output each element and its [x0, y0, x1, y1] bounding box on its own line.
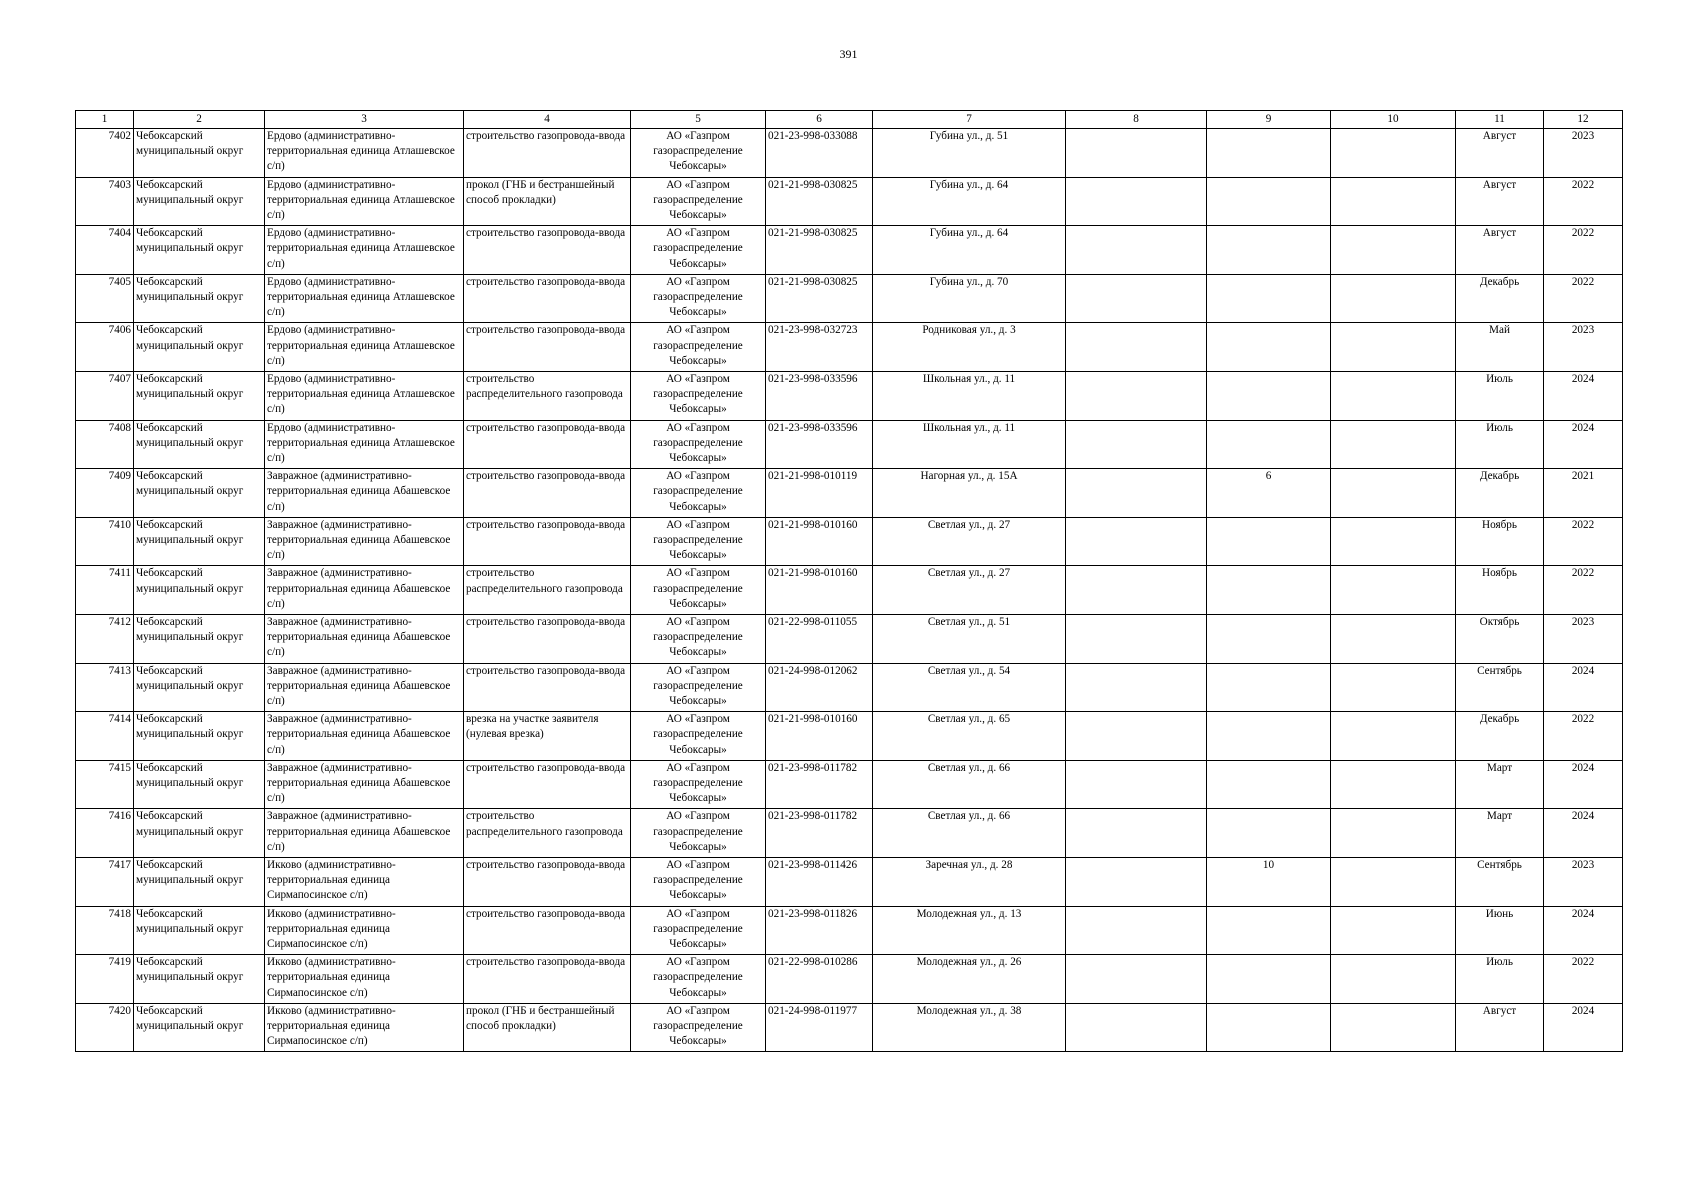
locality-cell: Завражное (административно-территориальная единица Абашевское с/п) — [265, 663, 464, 712]
table-row — [76, 1003, 1623, 1052]
column-8-cell — [1066, 857, 1207, 906]
table-row — [76, 420, 1623, 469]
organization-cell: АО «Газпром газораспределение Чебоксары» — [631, 226, 766, 275]
column-9-cell — [1207, 517, 1331, 566]
request-code-cell: 021-21-998-010160 — [766, 712, 873, 761]
column-10-cell — [1331, 323, 1456, 372]
district-cell: Чебоксарский муниципальный округ — [134, 274, 265, 323]
column-9-cell — [1207, 371, 1331, 420]
month-cell: Май — [1456, 323, 1544, 372]
column-10-cell — [1331, 420, 1456, 469]
address-cell: Молодежная ул., д. 38 — [873, 1003, 1066, 1052]
column-header: 5 — [631, 111, 766, 129]
year-cell: 2022 — [1544, 955, 1623, 1004]
row-number: 7419 — [76, 955, 134, 1004]
locality-cell: Икково (административно-территориальная единица Сирмапосинское с/п) — [265, 955, 464, 1004]
column-10-cell — [1331, 371, 1456, 420]
table-row — [76, 177, 1623, 226]
organization-cell: АО «Газпром газораспределение Чебоксары» — [631, 517, 766, 566]
column-10-cell — [1331, 712, 1456, 761]
district-cell: Чебоксарский муниципальный округ — [134, 371, 265, 420]
column-8-cell — [1066, 809, 1207, 858]
year-cell: 2023 — [1544, 614, 1623, 663]
district-cell: Чебоксарский муниципальный округ — [134, 517, 265, 566]
column-9-cell — [1207, 274, 1331, 323]
address-cell: Губина ул., д. 64 — [873, 226, 1066, 275]
table-row — [76, 906, 1623, 955]
row-number: 7408 — [76, 420, 134, 469]
district-cell: Чебоксарский муниципальный округ — [134, 760, 265, 809]
year-cell: 2024 — [1544, 906, 1623, 955]
work-type-cell: строительство газопровода-ввода — [464, 323, 631, 372]
table-row — [76, 712, 1623, 761]
row-number: 7415 — [76, 760, 134, 809]
table-row — [76, 760, 1623, 809]
year-cell: 2024 — [1544, 371, 1623, 420]
row-number: 7403 — [76, 177, 134, 226]
row-number: 7414 — [76, 712, 134, 761]
column-8-cell — [1066, 517, 1207, 566]
row-number: 7418 — [76, 906, 134, 955]
locality-cell: Ердово (административно-территориальная единица Атлашевское с/п) — [265, 274, 464, 323]
month-cell: Март — [1456, 809, 1544, 858]
row-number: 7404 — [76, 226, 134, 275]
table-row — [76, 663, 1623, 712]
locality-cell: Ердово (административно-территориальная единица Атлашевское с/п) — [265, 129, 464, 178]
district-cell: Чебоксарский муниципальный округ — [134, 420, 265, 469]
table-row — [76, 129, 1623, 178]
column-8-cell — [1066, 177, 1207, 226]
organization-cell: АО «Газпром газораспределение Чебоксары» — [631, 906, 766, 955]
column-9-cell — [1207, 1003, 1331, 1052]
table-row — [76, 955, 1623, 1004]
address-cell: Светлая ул., д. 65 — [873, 712, 1066, 761]
district-cell: Чебоксарский муниципальный округ — [134, 469, 265, 518]
request-code-cell: 021-23-998-011826 — [766, 906, 873, 955]
request-code-cell: 021-22-998-011055 — [766, 614, 873, 663]
address-cell: Школьная ул., д. 11 — [873, 420, 1066, 469]
month-cell: Август — [1456, 129, 1544, 178]
column-10-cell — [1331, 955, 1456, 1004]
work-type-cell: строительство газопровода-ввода — [464, 420, 631, 469]
organization-cell: АО «Газпром газораспределение Чебоксары» — [631, 712, 766, 761]
registry-table — [75, 110, 1623, 1052]
locality-cell: Завражное (административно-территориальная единица Абашевское с/п) — [265, 712, 464, 761]
work-type-cell: врезка на участке заявителя (нулевая врезка) — [464, 712, 631, 761]
column-8-cell — [1066, 906, 1207, 955]
column-10-cell — [1331, 760, 1456, 809]
organization-cell: АО «Газпром газораспределение Чебоксары» — [631, 177, 766, 226]
row-number: 7411 — [76, 566, 134, 615]
address-cell: Светлая ул., д. 27 — [873, 517, 1066, 566]
address-cell: Губина ул., д. 64 — [873, 177, 1066, 226]
address-cell: Школьная ул., д. 11 — [873, 371, 1066, 420]
locality-cell: Завражное (административно-территориальная единица Абашевское с/п) — [265, 566, 464, 615]
page-number: 391 — [839, 47, 858, 61]
column-8-cell — [1066, 323, 1207, 372]
column-header: 7 — [873, 111, 1066, 129]
column-10-cell — [1331, 857, 1456, 906]
locality-cell: Завражное (административно-территориальная единица Абашевское с/п) — [265, 517, 464, 566]
column-9-cell — [1207, 955, 1331, 1004]
row-number: 7409 — [76, 469, 134, 518]
locality-cell: Ердово (административно-территориальная единица Атлашевское с/п) — [265, 226, 464, 275]
column-header: 3 — [265, 111, 464, 129]
organization-cell: АО «Газпром газораспределение Чебоксары» — [631, 129, 766, 178]
organization-cell: АО «Газпром газораспределение Чебоксары» — [631, 469, 766, 518]
month-cell: Июль — [1456, 955, 1544, 1004]
column-9-cell — [1207, 906, 1331, 955]
month-cell: Декабрь — [1456, 274, 1544, 323]
month-cell: Август — [1456, 226, 1544, 275]
work-type-cell: строительство газопровода-ввода — [464, 760, 631, 809]
row-number: 7416 — [76, 809, 134, 858]
request-code-cell: 021-21-998-010160 — [766, 517, 873, 566]
year-cell: 2023 — [1544, 857, 1623, 906]
district-cell: Чебоксарский муниципальный округ — [134, 614, 265, 663]
district-cell: Чебоксарский муниципальный округ — [134, 809, 265, 858]
column-header: 12 — [1544, 111, 1623, 129]
column-8-cell — [1066, 955, 1207, 1004]
request-code-cell: 021-21-998-030825 — [766, 226, 873, 275]
column-9-cell — [1207, 177, 1331, 226]
address-cell: Родниковая ул., д. 3 — [873, 323, 1066, 372]
column-8-cell — [1066, 129, 1207, 178]
row-number: 7420 — [76, 1003, 134, 1052]
request-code-cell: 021-23-998-033596 — [766, 420, 873, 469]
year-cell: 2022 — [1544, 274, 1623, 323]
column-10-cell — [1331, 274, 1456, 323]
column-8-cell — [1066, 760, 1207, 809]
row-number: 7412 — [76, 614, 134, 663]
organization-cell: АО «Газпром газораспределение Чебоксары» — [631, 274, 766, 323]
year-cell: 2022 — [1544, 712, 1623, 761]
work-type-cell: строительство газопровода-ввода — [464, 226, 631, 275]
column-header: 2 — [134, 111, 265, 129]
column-10-cell — [1331, 1003, 1456, 1052]
district-cell: Чебоксарский муниципальный округ — [134, 906, 265, 955]
district-cell: Чебоксарский муниципальный округ — [134, 177, 265, 226]
district-cell: Чебоксарский муниципальный округ — [134, 226, 265, 275]
column-10-cell — [1331, 469, 1456, 518]
table-row — [76, 857, 1623, 906]
column-header: 8 — [1066, 111, 1207, 129]
year-cell: 2023 — [1544, 323, 1623, 372]
work-type-cell: прокол (ГНБ и бестраншейный способ прокладки) — [464, 1003, 631, 1052]
locality-cell: Ердово (административно-территориальная единица Атлашевское с/п) — [265, 177, 464, 226]
month-cell: Сентябрь — [1456, 663, 1544, 712]
organization-cell: АО «Газпром газораспределение Чебоксары» — [631, 760, 766, 809]
request-code-cell: 021-22-998-010286 — [766, 955, 873, 1004]
column-9-cell — [1207, 323, 1331, 372]
month-cell: Июль — [1456, 420, 1544, 469]
work-type-cell: строительство газопровода-ввода — [464, 129, 631, 178]
column-header: 10 — [1331, 111, 1456, 129]
column-8-cell — [1066, 663, 1207, 712]
request-code-cell: 021-23-998-011782 — [766, 760, 873, 809]
address-cell: Заречная ул., д. 28 — [873, 857, 1066, 906]
work-type-cell: строительство газопровода-ввода — [464, 663, 631, 712]
request-code-cell: 021-23-998-033596 — [766, 371, 873, 420]
table-row — [76, 226, 1623, 275]
locality-cell: Икково (административно-территориальная единица Сирмапосинское с/п) — [265, 857, 464, 906]
address-cell: Губина ул., д. 70 — [873, 274, 1066, 323]
work-type-cell: строительство газопровода-ввода — [464, 469, 631, 518]
month-cell: Ноябрь — [1456, 566, 1544, 615]
organization-cell: АО «Газпром газораспределение Чебоксары» — [631, 420, 766, 469]
request-code-cell: 021-24-998-012062 — [766, 663, 873, 712]
table-row — [76, 371, 1623, 420]
work-type-cell: строительство газопровода-ввода — [464, 955, 631, 1004]
column-8-cell — [1066, 274, 1207, 323]
address-cell: Светлая ул., д. 54 — [873, 663, 1066, 712]
address-cell: Светлая ул., д. 51 — [873, 614, 1066, 663]
organization-cell: АО «Газпром газораспределение Чебоксары» — [631, 1003, 766, 1052]
month-cell: Август — [1456, 1003, 1544, 1052]
organization-cell: АО «Газпром газораспределение Чебоксары» — [631, 323, 766, 372]
district-cell: Чебоксарский муниципальный округ — [134, 663, 265, 712]
month-cell: Ноябрь — [1456, 517, 1544, 566]
column-9-cell — [1207, 760, 1331, 809]
organization-cell: АО «Газпром газораспределение Чебоксары» — [631, 566, 766, 615]
column-9-cell — [1207, 809, 1331, 858]
work-type-cell: строительство газопровода-ввода — [464, 517, 631, 566]
district-cell: Чебоксарский муниципальный округ — [134, 955, 265, 1004]
month-cell: Октябрь — [1456, 614, 1544, 663]
row-number: 7407 — [76, 371, 134, 420]
district-cell: Чебоксарский муниципальный округ — [134, 712, 265, 761]
address-cell: Молодежная ул., д. 26 — [873, 955, 1066, 1004]
month-cell: Июнь — [1456, 906, 1544, 955]
request-code-cell: 021-23-998-011426 — [766, 857, 873, 906]
request-code-cell: 021-21-998-030825 — [766, 177, 873, 226]
column-9-cell: 6 — [1207, 469, 1331, 518]
request-code-cell: 021-21-998-010160 — [766, 566, 873, 615]
year-cell: 2024 — [1544, 760, 1623, 809]
column-9-cell — [1207, 663, 1331, 712]
column-8-cell — [1066, 420, 1207, 469]
request-code-cell: 021-21-998-010119 — [766, 469, 873, 518]
address-cell: Нагорная ул., д. 15А — [873, 469, 1066, 518]
month-cell: Июль — [1456, 371, 1544, 420]
request-code-cell: 021-24-998-011977 — [766, 1003, 873, 1052]
table-row — [76, 469, 1623, 518]
month-cell: Март — [1456, 760, 1544, 809]
column-header: 11 — [1456, 111, 1544, 129]
column-10-cell — [1331, 906, 1456, 955]
month-cell: Август — [1456, 177, 1544, 226]
work-type-cell: прокол (ГНБ и бестраншейный способ прокладки) — [464, 177, 631, 226]
column-10-cell — [1331, 663, 1456, 712]
year-cell: 2022 — [1544, 177, 1623, 226]
column-9-cell: 10 — [1207, 857, 1331, 906]
column-8-cell — [1066, 1003, 1207, 1052]
month-cell: Декабрь — [1456, 712, 1544, 761]
column-8-cell — [1066, 566, 1207, 615]
request-code-cell: 021-23-998-032723 — [766, 323, 873, 372]
row-number: 7402 — [76, 129, 134, 178]
year-cell: 2024 — [1544, 420, 1623, 469]
locality-cell: Икково (административно-территориальная единица Сирмапосинское с/п) — [265, 1003, 464, 1052]
month-cell: Сентябрь — [1456, 857, 1544, 906]
locality-cell: Завражное (административно-территориальная единица Абашевское с/п) — [265, 809, 464, 858]
column-9-cell — [1207, 566, 1331, 615]
district-cell: Чебоксарский муниципальный округ — [134, 857, 265, 906]
district-cell: Чебоксарский муниципальный округ — [134, 323, 265, 372]
column-8-cell — [1066, 371, 1207, 420]
address-cell: Светлая ул., д. 66 — [873, 809, 1066, 858]
locality-cell: Ердово (административно-территориальная единица Атлашевское с/п) — [265, 371, 464, 420]
address-cell: Светлая ул., д. 66 — [873, 760, 1066, 809]
locality-cell: Ердово (административно-территориальная единица Атлашевское с/п) — [265, 420, 464, 469]
row-number: 7405 — [76, 274, 134, 323]
column-9-cell — [1207, 712, 1331, 761]
column-8-cell — [1066, 469, 1207, 518]
locality-cell: Завражное (административно-территориальная единица Абашевское с/п) — [265, 760, 464, 809]
work-type-cell: строительство газопровода-ввода — [464, 906, 631, 955]
work-type-cell: строительство газопровода-ввода — [464, 274, 631, 323]
column-10-cell — [1331, 177, 1456, 226]
work-type-cell: строительство распределительного газопровода — [464, 371, 631, 420]
request-code-cell: 021-21-998-030825 — [766, 274, 873, 323]
month-cell: Декабрь — [1456, 469, 1544, 518]
row-number: 7410 — [76, 517, 134, 566]
header-row — [76, 111, 1623, 129]
organization-cell: АО «Газпром газораспределение Чебоксары» — [631, 663, 766, 712]
organization-cell: АО «Газпром газораспределение Чебоксары» — [631, 809, 766, 858]
column-10-cell — [1331, 226, 1456, 275]
locality-cell: Завражное (административно-территориальная единица Абашевское с/п) — [265, 614, 464, 663]
column-header: 6 — [766, 111, 873, 129]
column-8-cell — [1066, 226, 1207, 275]
year-cell: 2022 — [1544, 226, 1623, 275]
table-row — [76, 809, 1623, 858]
work-type-cell: строительство газопровода-ввода — [464, 614, 631, 663]
column-8-cell — [1066, 614, 1207, 663]
column-9-cell — [1207, 226, 1331, 275]
column-9-cell — [1207, 614, 1331, 663]
column-header: 1 — [76, 111, 134, 129]
year-cell: 2022 — [1544, 517, 1623, 566]
column-8-cell — [1066, 712, 1207, 761]
work-type-cell: строительство распределительного газопровода — [464, 809, 631, 858]
work-type-cell: строительство газопровода-ввода — [464, 857, 631, 906]
district-cell: Чебоксарский муниципальный округ — [134, 566, 265, 615]
year-cell: 2024 — [1544, 809, 1623, 858]
column-10-cell — [1331, 809, 1456, 858]
column-10-cell — [1331, 517, 1456, 566]
row-number: 7417 — [76, 857, 134, 906]
organization-cell: АО «Газпром газораспределение Чебоксары» — [631, 371, 766, 420]
column-9-cell — [1207, 129, 1331, 178]
locality-cell: Ердово (административно-территориальная единица Атлашевское с/п) — [265, 323, 464, 372]
column-header: 9 — [1207, 111, 1331, 129]
year-cell: 2021 — [1544, 469, 1623, 518]
table-row — [76, 323, 1623, 372]
column-9-cell — [1207, 420, 1331, 469]
year-cell: 2024 — [1544, 663, 1623, 712]
locality-cell: Завражное (административно-территориальная единица Абашевское с/п) — [265, 469, 464, 518]
table-row — [76, 566, 1623, 615]
row-number: 7406 — [76, 323, 134, 372]
year-cell: 2024 — [1544, 1003, 1623, 1052]
column-10-cell — [1331, 129, 1456, 178]
district-cell: Чебоксарский муниципальный округ — [134, 129, 265, 178]
table-row — [76, 517, 1623, 566]
address-cell: Молодежная ул., д. 13 — [873, 906, 1066, 955]
year-cell: 2023 — [1544, 129, 1623, 178]
column-10-cell — [1331, 566, 1456, 615]
table-row — [76, 274, 1623, 323]
row-number: 7413 — [76, 663, 134, 712]
locality-cell: Икково (административно-территориальная единица Сирмапосинское с/п) — [265, 906, 464, 955]
year-cell: 2022 — [1544, 566, 1623, 615]
organization-cell: АО «Газпром газораспределение Чебоксары» — [631, 614, 766, 663]
work-type-cell: строительство распределительного газопровода — [464, 566, 631, 615]
district-cell: Чебоксарский муниципальный округ — [134, 1003, 265, 1052]
organization-cell: АО «Газпром газораспределение Чебоксары» — [631, 857, 766, 906]
address-cell: Губина ул., д. 51 — [873, 129, 1066, 178]
organization-cell: АО «Газпром газораспределение Чебоксары» — [631, 955, 766, 1004]
column-10-cell — [1331, 614, 1456, 663]
request-code-cell: 021-23-998-011782 — [766, 809, 873, 858]
address-cell: Светлая ул., д. 27 — [873, 566, 1066, 615]
table-row — [76, 614, 1623, 663]
column-header: 4 — [464, 111, 631, 129]
request-code-cell: 021-23-998-033088 — [766, 129, 873, 178]
